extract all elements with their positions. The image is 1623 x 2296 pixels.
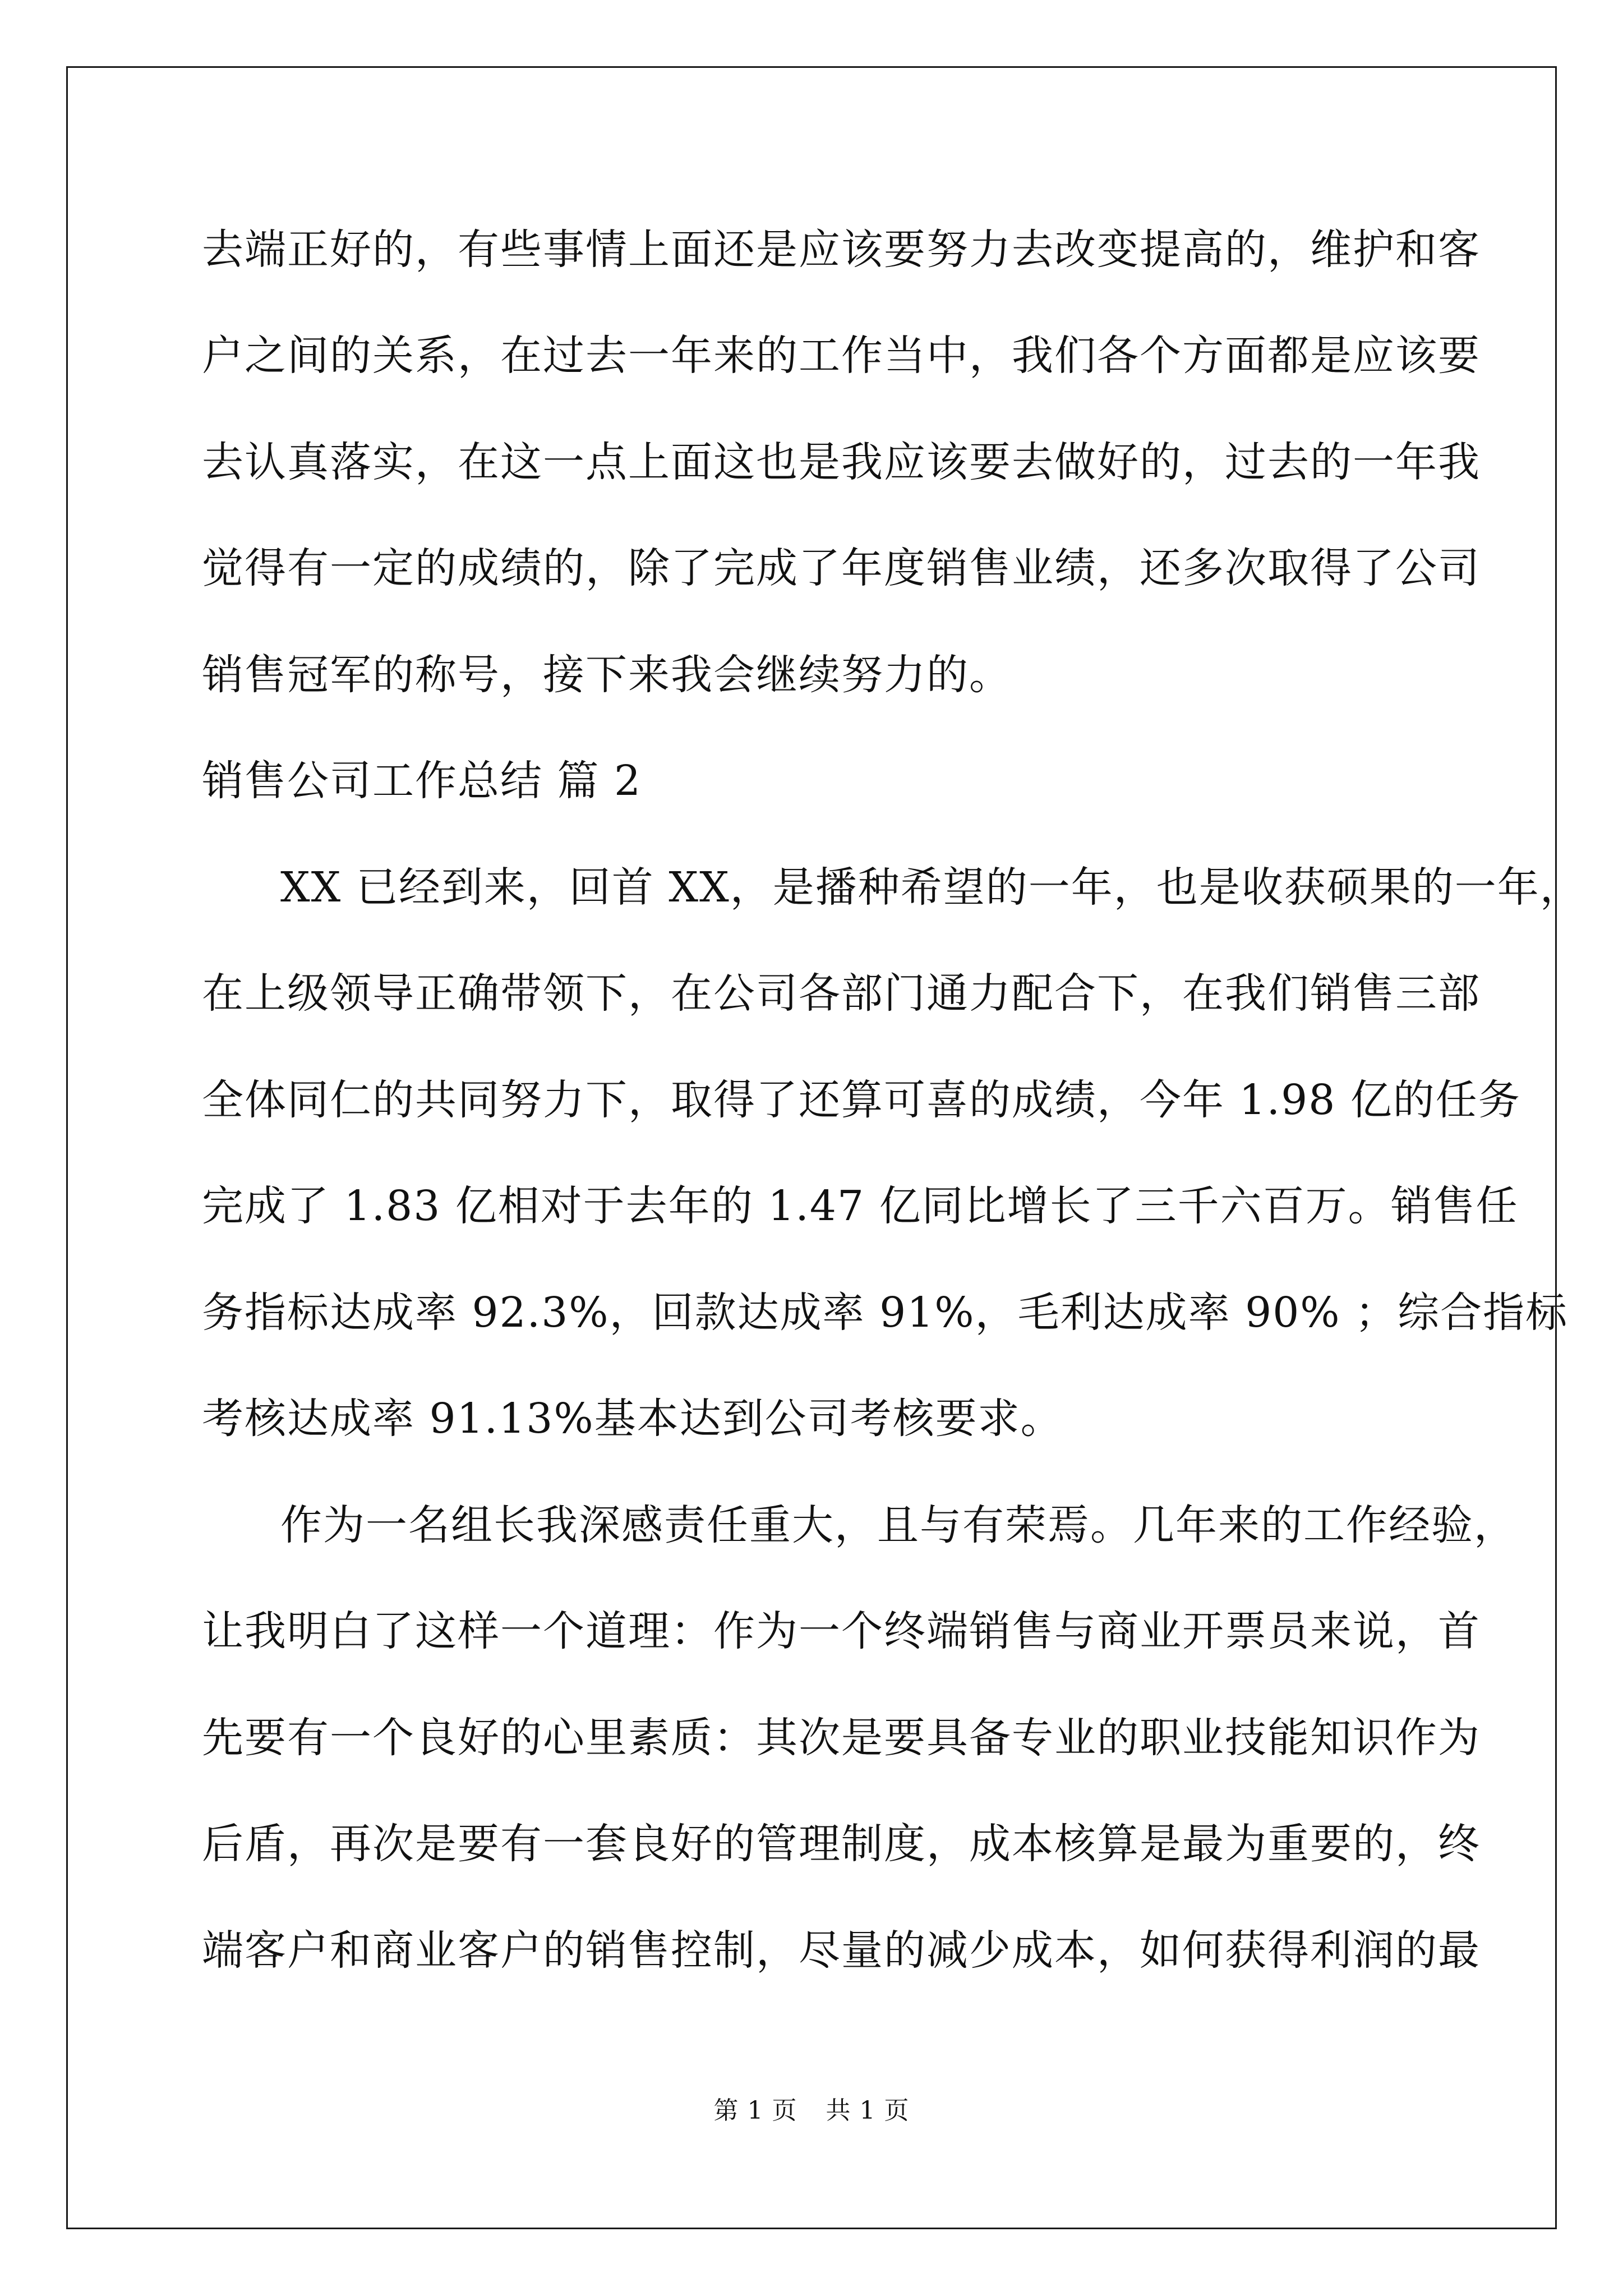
- text-line: 销售冠军的称号，接下来我会继续努力的。: [202, 651, 1012, 699]
- text-line: 在上级领导正确带领下，在公司各部门通力配合下，在我们销售三部: [202, 969, 1481, 1018]
- text-line: 户之间的关系，在过去一年来的工作当中，我们各个方面都是应该要: [202, 332, 1481, 380]
- text-line: 作为一名组长我深感责任重大，且与有荣焉。几年来的工作经验，: [280, 1501, 1516, 1549]
- text-line: 先要有一个良好的心里素质：其次是要具备专业的职业技能知识作为: [202, 1714, 1481, 1762]
- text-line: 后盾，再次是要有一套良好的管理制度，成本核算是最为重要的，终: [202, 1820, 1481, 1868]
- text-line: 完成了 1.83 亿相对于去年的 1.47 亿同比增长了三千六百万。销售任: [202, 1182, 1519, 1230]
- page-border: [66, 66, 1557, 2229]
- text-line: 去认真落实，在这一点上面这也是我应该要去做好的，过去的一年我: [202, 438, 1481, 486]
- text-line: 考核达成率 91.13%基本达到公司考核要求。: [202, 1395, 1063, 1443]
- text-line: 让我明白了这样一个道理：作为一个终端销售与商业开票员来说，首: [202, 1607, 1481, 1655]
- page-number: 第 1 页: [713, 2096, 797, 2125]
- text-line: 务指标达成率 92.3%，回款达成率 91%，毛利达成率 90% ；综合指标: [202, 1289, 1569, 1337]
- text-line: 全体同仁的共同努力下，取得了还算可喜的成绩，今年 1.98 亿的任务: [202, 1076, 1521, 1124]
- page-footer: [0, 2095, 1623, 2127]
- text-line: XX 已经到来，回首 XX，是播种希望的一年，也是收获硕果的一年，: [280, 863, 1583, 912]
- text-line: 去端正好的，有些事情上面还是应该要努力去改变提高的，维护和客: [202, 226, 1481, 274]
- section-heading: 销售公司工作总结 篇 2: [202, 757, 642, 805]
- page-total: 共 1 页: [826, 2096, 910, 2125]
- text-line: 端客户和商业客户的销售控制，尽量的减少成本，如何获得利润的最: [202, 1926, 1481, 1975]
- text-line: 觉得有一定的成绩的，除了完成了年度销售业绩，还多次取得了公司: [202, 544, 1481, 592]
